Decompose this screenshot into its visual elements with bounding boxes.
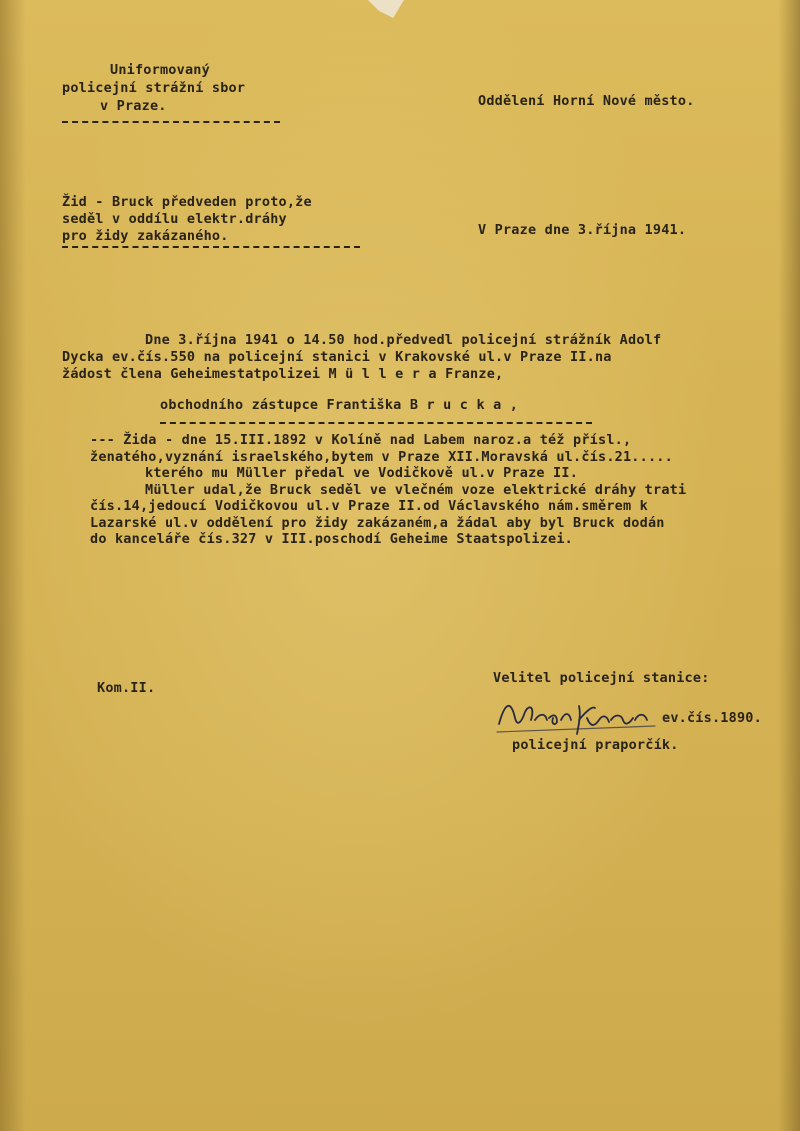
body-line-10: Lazarské ul.v oddělení pro židy zakázaném,a žádal aby byl Bruck dodán [90,515,665,531]
body-line-1: Dne 3.října 1941 o 14.50 hod.předvedl policejní strážník Adolf [145,332,662,348]
header-rule [62,121,280,123]
body-line-8: Müller udal,že Bruck seděl ve vlečném voze elektrické dráhy trati [145,482,687,498]
subject-line-3: pro židy zakázaného. [62,228,229,244]
body-line-5: --- Žida - dne 15.III.1892 v Kolíně nad Labem naroz.a též přísl., [90,432,632,448]
body-line-9: čís.14,jedoucí Vodičkovou ul.v Praze II.od Václavského nám.směrem k [90,498,648,514]
handwritten-signature [495,694,660,740]
org-line-1: Uniformovaný [110,62,210,78]
body-line-6: ženatého,vyznání israelského,bytem v Praze XII.Moravská ul.čís.21..... [90,449,673,465]
department: Oddělení Horní Nové město. [478,93,695,109]
body-line-4: obchodního zástupce Františka B r u c k a , [160,397,519,413]
subject-line-1: Žid - Bruck předveden proto,že [62,194,312,210]
subject-rule [62,246,360,248]
org-line-3: v Praze. [100,98,167,114]
paper-tear [368,0,404,18]
rank: policejní praporčík. [512,737,679,753]
commander-title: Velitel policejní stanice: [493,670,710,686]
body-line-3: žádost člena Geheimestatpolizei M ü l l e r a Franze, [62,366,504,382]
reference: Kom.II. [97,680,156,696]
body-line-7: kterého mu Müller předal ve Vodičkově ul.v Praze II. [145,465,579,481]
body-line-11: do kanceláře čís.327 v III.poschodí Geheime Staatspolizei. [90,531,574,547]
org-line-2: policejní strážní sbor [62,80,246,96]
date-place: V Praze dne 3.října 1941. [478,222,687,238]
subject-line-2: seděl v oddílu elektr.dráhy [62,211,287,227]
signature-number: ev.čís.1890. [662,710,762,726]
body-rule [160,422,592,424]
body-line-2: Dycka ev.čís.550 na policejní stanici v Krakovské ul.v Praze II.na [62,349,612,365]
